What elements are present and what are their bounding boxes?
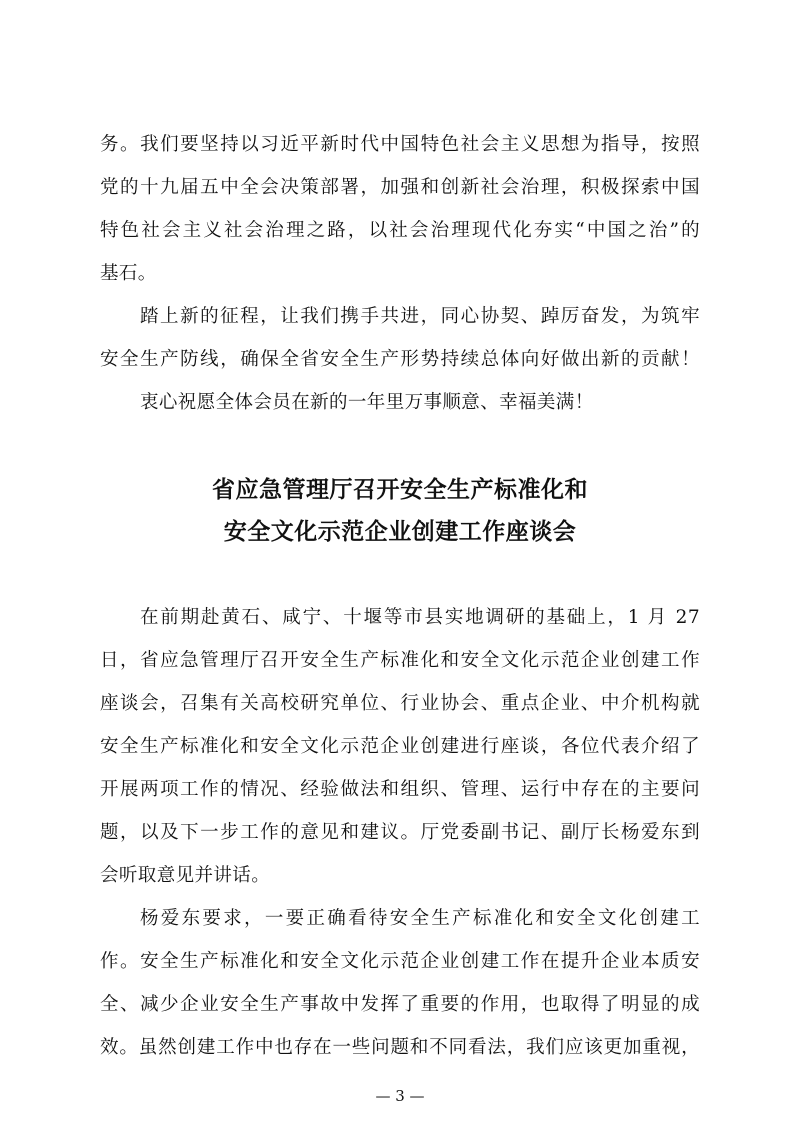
text-line: 衷心祝愿全体会员在新的一年里万事顺意、幸福美满！ (140, 392, 594, 413)
text-line: 座谈会，召集有关高校研究单位、行业协会、重点企业、中介机构就 (100, 693, 700, 714)
text-line: 开展两项工作的情况、经验做法和组织、管理、运行中存在的主要问 (100, 779, 700, 800)
text-line: 日，省应急管理厅召开安全生产标准化和安全文化示范企业创建工作 (100, 650, 700, 671)
article-title-line: 省应急管理厅召开安全生产标准化和 (212, 476, 588, 503)
page-number: — 3 — (375, 1087, 425, 1105)
text-line: 效。虽然创建工作中也存在一些问题和不同看法，我们应该更加重视， (100, 1037, 700, 1058)
text-line: 踏上新的征程，让我们携手共进，同心协契、踔厉奋发，为筑牢 (140, 306, 700, 327)
text-line: 基石。 (100, 263, 157, 284)
text-line: 安全生产标准化和安全文化示范企业创建进行座谈，各位代表介绍了 (100, 736, 700, 757)
text-line: 务。我们要坚持以习近平新时代中国特色社会主义思想为指导，按照 (100, 134, 700, 155)
text-line: 题，以及下一步工作的意见和建议。厅党委副书记、副厅长杨爱东到 (100, 822, 700, 843)
text-line: 作。安全生产标准化和安全文化示范企业创建工作在提升企业本质安 (100, 951, 700, 972)
text-line: 党的十九届五中全会决策部署，加强和创新社会治理，积极探索中国 (100, 177, 700, 198)
text-line: 杨爱东要求，一要正确看待安全生产标准化和安全文化创建工 (140, 908, 700, 929)
text-line: 会听取意见并讲话。 (100, 865, 271, 886)
text-line: 全、减少企业安全生产事故中发挥了重要的作用，也取得了明显的成 (100, 994, 700, 1015)
text-line: 在前期赴黄石、咸宁、十堰等市县实地调研的基础上，1 月 27 (140, 607, 700, 628)
article-title-line: 安全文化示范企业创建工作座谈会 (223, 518, 577, 545)
text-line: 安全生产防线，确保全省安全生产形势持续总体向好做出新的贡献！ (100, 349, 700, 370)
text-line: 特色社会主义社会治理之路，以社会治理现代化夯实“中国之治”的 (100, 220, 700, 241)
